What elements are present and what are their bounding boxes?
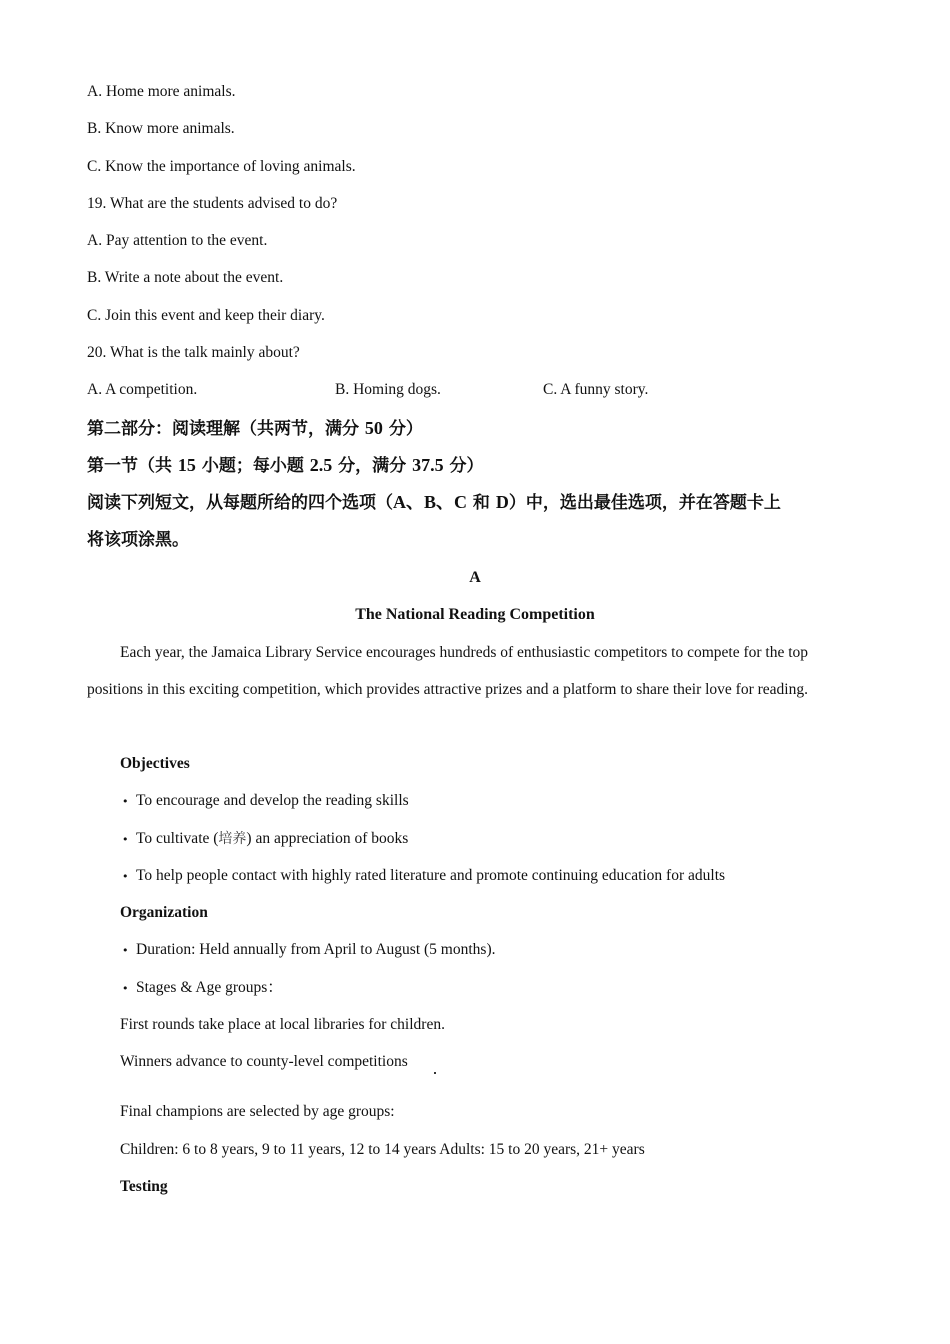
section1-heading [87, 453, 484, 478]
part2-heading-points: 50 [364, 418, 383, 438]
part2-heading-pre: 第二部分：阅读理解（共两节，满分 [87, 419, 365, 439]
section1-mid1: 小题；每小题 [195, 456, 310, 476]
objective-text: To help people contact with highly rated literature and promote continuing education for adults [136, 867, 726, 884]
q18-option-c: C. Know the importance of loving animals. [87, 158, 356, 175]
instructions-and: 和 [467, 493, 496, 513]
objective-item [122, 866, 725, 887]
stages-line: Final champions are selected by age groups: [120, 1103, 395, 1120]
passage-intro: Each year, the Jamaica Library Service encourages hundreds of enthusiastic competitors to compete for the top positions in this exciting competition, which provides attractive prizes and a platform to share their love for reading. [87, 644, 809, 698]
age-groups-line: Children: 6 to 8 years, 9 to 11 years, 12 to 14 years Adults: 15 to 20 years, 21+ years [120, 1141, 645, 1158]
section1-per-question: 2.5 [309, 455, 333, 475]
instructions-letter-d: D [495, 492, 509, 512]
passage-title: The National Reading Competition [355, 606, 595, 623]
bullet-icon: • [122, 944, 129, 957]
organization-duration: Duration: Held annually from April to August (5 months). [136, 941, 496, 958]
q19-option-c: C. Join this event and keep their diary. [87, 307, 325, 324]
instructions-post: ）中，选出最佳选项，并在答题卡上 [508, 493, 781, 513]
organization-item [122, 940, 495, 961]
objectives-heading: Objectives [120, 755, 190, 772]
q20-option-a: A. A competition. [87, 381, 198, 398]
q19-question: 19. What are the students advised to do? [87, 195, 338, 212]
section1-pre: 第一节（共 [87, 456, 178, 476]
organization-heading: Organization [120, 904, 208, 921]
stray-dot-mark [434, 1072, 436, 1074]
objective-gloss: 培养 [218, 831, 247, 847]
instructions-letters: A、B、C [393, 492, 468, 512]
organization-item [122, 978, 283, 999]
objective-text-pre: To cultivate ( [136, 830, 219, 847]
q20-option-b: B. Homing dogs. [335, 381, 441, 398]
part2-heading-post: 分） [382, 419, 423, 439]
section1-post: 分） [443, 456, 484, 476]
instructions-line2: 将该项涂黑。 [87, 530, 189, 550]
objective-text-post: ) an appreciation of books [246, 830, 409, 847]
section1-total: 37.5 [412, 455, 444, 475]
instructions-line1 [87, 490, 781, 515]
passage-letter: A [469, 569, 481, 586]
stages-line: Winners advance to county-level competitions [120, 1053, 408, 1070]
bullet-icon: • [122, 795, 129, 808]
q18-option-a: A. Home more animals. [87, 83, 236, 100]
bullet-icon: • [122, 982, 129, 995]
bullet-icon: • [122, 833, 129, 846]
bullet-icon: • [122, 870, 129, 883]
q19-option-b: B. Write a note about the event. [87, 269, 284, 286]
instructions-pre: 阅读下列短文，从每题所给的四个选项（ [87, 493, 393, 513]
part2-heading [87, 416, 423, 441]
q20-option-c: C. A funny story. [543, 381, 649, 398]
objective-text: To encourage and develop the reading skills [136, 792, 409, 809]
testing-heading: Testing [120, 1178, 168, 1195]
q18-option-b: B. Know more animals. [87, 120, 235, 137]
q20-question: 20. What is the talk mainly about? [87, 344, 300, 361]
organization-stages: Stages & Age groups： [136, 979, 283, 996]
objective-item [122, 829, 408, 850]
stages-line: First rounds take place at local libraries for children. [120, 1016, 445, 1033]
objective-item [122, 791, 409, 812]
q19-option-a: A. Pay attention to the event. [87, 232, 268, 249]
section1-question-count: 15 [177, 455, 196, 475]
section1-mid2: 分，满分 [332, 456, 413, 476]
